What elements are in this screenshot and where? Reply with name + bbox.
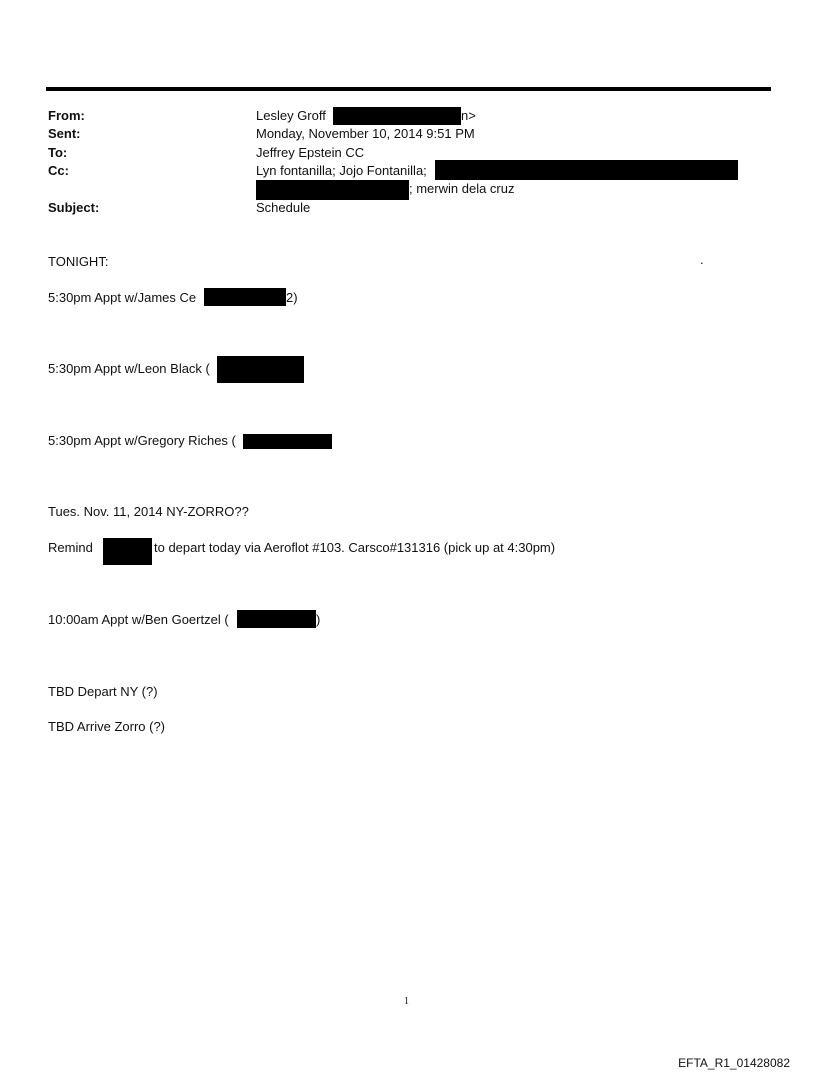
tuesday-heading: Tues. Nov. 11, 2014 NY-ZORRO?? [48, 504, 249, 519]
appointment-gregory: 5:30pm Appt w/Gregory Riches ( [48, 433, 236, 448]
arrive-line: TBD Arrive Zorro (?) [48, 719, 166, 734]
bates-number: EFTA_R1_01428082 [678, 1056, 790, 1070]
subject-value: Schedule [256, 200, 311, 215]
cc-label: Cc: [48, 163, 69, 178]
from-label: From: [48, 108, 85, 123]
subject-label: Subject: [48, 200, 100, 215]
from-email-tail: n> [461, 108, 476, 123]
appointment-james-tail: 2) [286, 290, 298, 305]
redaction-appt-gregory [243, 434, 332, 449]
tonight-heading: TONIGHT: [48, 254, 109, 269]
cc-value-line1: Lyn fontanilla; Jojo Fontanilla; [256, 163, 427, 178]
header-rule [46, 87, 771, 91]
sent-label: Sent: [48, 126, 81, 141]
reminder-head: Remind [48, 540, 93, 555]
redaction-cc-2 [256, 180, 409, 200]
from-value [256, 108, 326, 123]
reminder-text: to depart today via Aeroflot #103. Carsco#131316 (pick up at 4:30pm) [154, 540, 556, 555]
to-label: To: [48, 145, 68, 160]
redaction-appt-ben [237, 610, 316, 628]
redaction-reminder [103, 538, 152, 565]
redaction-cc-1 [435, 160, 738, 180]
stray-dot: . [700, 252, 704, 267]
page-number: 1 [404, 996, 409, 1007]
appointment-james: 5:30pm Appt w/James Ce [48, 290, 197, 305]
redaction-appt-james [204, 288, 286, 306]
from-name: Lesley Groff [256, 108, 326, 123]
to-value: Jeffrey Epstein CC [256, 145, 365, 160]
appointment-ben-tail: ) [316, 612, 321, 627]
sent-value: Monday, November 10, 2014 9:51 PM [256, 126, 475, 141]
appointment-leon: 5:30pm Appt w/Leon Black ( [48, 361, 210, 376]
redaction-appt-leon [217, 356, 304, 383]
cc-value-line2: ; merwin dela cruz [409, 181, 515, 196]
redaction-from-email [333, 107, 461, 125]
depart-line: TBD Depart NY (?) [48, 684, 158, 699]
appointment-ben: 10:00am Appt w/Ben Goertzel ( [48, 612, 229, 627]
